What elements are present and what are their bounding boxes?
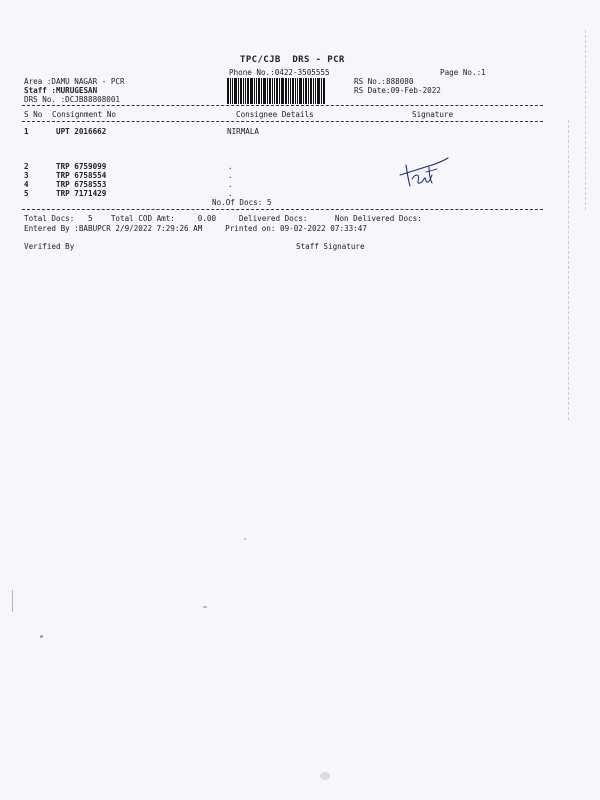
barcode-bar: [297, 78, 298, 104]
row-sno: 2: [24, 162, 29, 171]
row-sno: 3: [24, 171, 29, 180]
row-consignee: .: [228, 189, 233, 198]
barcode-bar: [292, 78, 294, 104]
row-consignee: .: [228, 162, 233, 171]
row-consignment: TRP 6759099: [56, 162, 107, 171]
barcode-bar: [303, 78, 304, 104]
divider: [22, 105, 543, 106]
barcode-bar: [227, 78, 229, 104]
barcode-bar: [321, 78, 322, 104]
column-consignee: Consignee Details: [236, 110, 314, 119]
barcode-bar: [281, 78, 284, 104]
barcode-bar: [279, 78, 280, 104]
entered-by-printed-on: Entered By :BABUPCR 2/9/2022 7:29:26 AM Printed on: 09-02-2022 07:33:47: [24, 224, 367, 233]
barcode-bar: [250, 78, 253, 104]
barcode-bar: [230, 78, 231, 104]
barcode-bar: [247, 78, 249, 104]
scan-speck: [12, 590, 13, 612]
barcode-bar: [295, 78, 296, 104]
column-consignment: Consignment No: [52, 110, 117, 119]
scan-speck: [203, 606, 207, 608]
barcode-bar: [317, 78, 320, 104]
barcode-bar: [238, 78, 239, 104]
barcode-bar: [261, 78, 262, 104]
staff-line: [24, 86, 97, 95]
barcode-bar: [232, 78, 233, 104]
row-consignee: .: [228, 171, 233, 180]
row-consignment: TRP 6758553: [56, 180, 107, 189]
row-consignment: UPT 2016662: [56, 127, 107, 136]
barcode-bar: [290, 78, 291, 104]
row-sno: 4: [24, 180, 29, 189]
barcode-bar: [285, 78, 287, 104]
row-consignee: NIRMALA: [227, 127, 260, 136]
row-sno: 1: [24, 127, 29, 136]
scan-line: [568, 120, 569, 420]
scan-speck: [40, 635, 43, 638]
staff-signature-label: Staff Signature: [296, 242, 365, 251]
barcode-bar: [243, 78, 244, 104]
row-consignee: .: [228, 180, 233, 189]
barcode-bar: [315, 78, 316, 104]
no-of-docs: No.Of Docs: 5: [212, 198, 272, 207]
barcode-bar: [258, 78, 260, 104]
staff-label: Staff :: [24, 86, 57, 95]
row-consignment: TRP 7171429: [56, 189, 107, 198]
barcode-bar: [245, 78, 246, 104]
scan-speck: [320, 772, 330, 780]
divider: [22, 209, 543, 210]
barcode-bar: [272, 78, 273, 104]
row-sno: 5: [24, 189, 29, 198]
divider: [22, 121, 543, 122]
staff-name: MURUGESAN: [56, 86, 98, 95]
barcode-bar: [299, 78, 302, 104]
barcode-bar: [305, 78, 307, 104]
barcode-bar: [276, 78, 278, 104]
summary-totals: Total Docs: 5 Total COD Amt: 0.00 Delivered Docs: Non Delivered Docs:: [24, 214, 422, 223]
barcode-bar: [313, 78, 314, 104]
page-number: Page No.:1: [440, 68, 486, 77]
barcode-bar: [288, 78, 289, 104]
rs-date: RS Date:09-Feb-2022: [354, 86, 441, 95]
verified-by-label: Verified By: [24, 242, 75, 251]
area-label: Area :DAMU NAGAR - PCR: [24, 77, 125, 86]
scan-speck: [244, 538, 246, 540]
document-title: TPC/CJB DRS - PCR: [240, 55, 345, 65]
barcode-bar: [240, 78, 242, 104]
rs-number: RS No.:888080: [354, 77, 414, 86]
column-sno: S No: [24, 110, 43, 119]
barcode-bar: [267, 78, 268, 104]
barcode: [227, 78, 331, 104]
phone-number: Phone No.:0422-3505555: [229, 68, 330, 77]
barcode-bar: [308, 78, 309, 104]
barcode-bar: [310, 78, 312, 104]
barcode-bar: [323, 78, 325, 104]
row-consignment: TRP 6758554: [56, 171, 107, 180]
barcode-bar: [274, 78, 275, 104]
drs-number: DRS No. :DCJB88808001: [24, 95, 121, 104]
barcode-bar: [234, 78, 237, 104]
column-signature: Signature: [412, 110, 454, 119]
scan-line: [585, 30, 586, 210]
barcode-bar: [254, 78, 255, 104]
barcode-bar: [256, 78, 257, 104]
handwritten-signature: [396, 155, 452, 191]
barcode-bar: [269, 78, 271, 104]
barcode-bar: [263, 78, 266, 104]
